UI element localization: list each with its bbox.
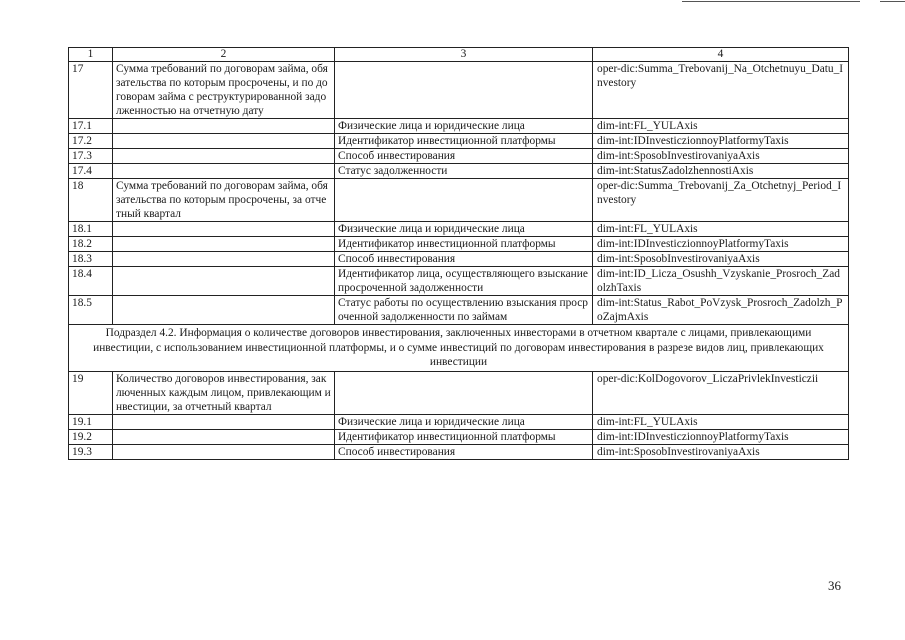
row-code: dim-int:StatusZadolzhennostiAxis — [593, 164, 849, 179]
table-row — [69, 222, 849, 237]
table-row — [69, 429, 849, 444]
row-code: dim-int:FL_YULAxis — [593, 119, 849, 134]
row-dimension — [335, 62, 593, 119]
row-indicator-name — [113, 134, 335, 149]
row-indicator-name — [113, 429, 335, 444]
row-code: dim-int:IDInvesticzionnoyPlatformyTaxis — [593, 134, 849, 149]
row-dimension: Идентификатор лица, осуществляющего взыскание просроченной задолженности — [335, 267, 593, 296]
row-dimension: Статус работы по осуществлению взыскания просроченной задолженности по займам — [335, 296, 593, 325]
table-body — [69, 48, 849, 460]
row-number: 18.3 — [69, 252, 113, 267]
section-row — [69, 325, 849, 372]
table-row — [69, 267, 849, 296]
row-indicator-name — [113, 149, 335, 164]
table-row — [69, 119, 849, 134]
row-code: dim-int:IDInvesticzionnoyPlatformyTaxis — [593, 429, 849, 444]
table-row — [69, 62, 849, 119]
row-indicator-name: Сумма требований по договорам займа, обязательства по которым просрочены, и по договорам займа с реструктурированной задолженностью на отчетную дату — [113, 62, 335, 119]
table-row — [69, 179, 849, 222]
row-dimension: Физические лица и юридические лица — [335, 222, 593, 237]
header-col-1: 1 — [69, 48, 113, 62]
row-code: dim-int:ID_Licza_Osushh_Vzyskanie_Prosroch_ZadolzhTaxis — [593, 267, 849, 296]
row-number: 19.2 — [69, 429, 113, 444]
table-row — [69, 149, 849, 164]
row-dimension: Способ инвестирования — [335, 252, 593, 267]
row-number: 19.3 — [69, 444, 113, 459]
page-number: 36 — [828, 578, 841, 593]
row-dimension: Физические лица и юридические лица — [335, 119, 593, 134]
row-code: oper-dic:Summa_Trebovanij_Na_Otchetnuyu_Datu_Investory — [593, 62, 849, 119]
row-code: dim-int:SposobInvestirovaniyaAxis — [593, 252, 849, 267]
row-dimension: Идентификатор инвестиционной платформы — [335, 134, 593, 149]
top-rule-right — [880, 1, 905, 2]
row-dimension — [335, 371, 593, 414]
table-row — [69, 237, 849, 252]
row-code: dim-int:FL_YULAxis — [593, 222, 849, 237]
header-row — [69, 48, 849, 62]
row-dimension — [335, 179, 593, 222]
row-number: 18.4 — [69, 267, 113, 296]
row-number: 17 — [69, 62, 113, 119]
row-code: dim-int:FL_YULAxis — [593, 414, 849, 429]
row-dimension: Статус задолженности — [335, 164, 593, 179]
row-code: oper-dic:KolDogovorov_LiczaPrivlekInvesticzii — [593, 371, 849, 414]
header-col-4: 4 — [593, 48, 849, 62]
row-indicator-name — [113, 267, 335, 296]
row-number: 18.2 — [69, 237, 113, 252]
row-dimension: Идентификатор инвестиционной платформы — [335, 429, 593, 444]
row-number: 17.3 — [69, 149, 113, 164]
header-col-3: 3 — [335, 48, 593, 62]
row-indicator-name: Сумма требований по договорам займа, обязательства по которым просрочены, за отчетный квартал — [113, 179, 335, 222]
table-row — [69, 371, 849, 414]
row-indicator-name — [113, 296, 335, 325]
row-dimension: Способ инвестирования — [335, 444, 593, 459]
section-title: Подраздел 4.2. Информация о количестве договоров инвестирования, заключенных инвесторами в отчетном квартале с лицами, привлекающими инвестиции, с использованием инвестиционной платформы, и о сумме инвестиций по договорам инвестирования в разрезе видов лиц, привлекающих инвестиции — [69, 325, 849, 372]
row-indicator-name — [113, 414, 335, 429]
row-code: oper-dic:Summa_Trebovanij_Za_Otchetnyj_Period_Investory — [593, 179, 849, 222]
row-code: dim-int:IDInvesticzionnoyPlatformyTaxis — [593, 237, 849, 252]
row-number: 19 — [69, 371, 113, 414]
row-indicator-name — [113, 222, 335, 237]
row-code: dim-int:SposobInvestirovaniyaAxis — [593, 149, 849, 164]
row-number: 17.1 — [69, 119, 113, 134]
top-rule-left — [682, 1, 860, 2]
row-indicator-name — [113, 119, 335, 134]
table-row — [69, 296, 849, 325]
row-number: 18.5 — [69, 296, 113, 325]
row-indicator-name — [113, 444, 335, 459]
table-row — [69, 414, 849, 429]
header-col-2: 2 — [113, 48, 335, 62]
row-code: dim-int:Status_Rabot_PoVzysk_Prosroch_Zadolzh_PoZajmAxis — [593, 296, 849, 325]
row-code: dim-int:SposobInvestirovaniyaAxis — [593, 444, 849, 459]
table-row — [69, 134, 849, 149]
row-number: 18 — [69, 179, 113, 222]
row-dimension: Способ инвестирования — [335, 149, 593, 164]
row-number: 17.2 — [69, 134, 113, 149]
row-indicator-name — [113, 237, 335, 252]
row-indicator-name — [113, 252, 335, 267]
row-dimension: Физические лица и юридические лица — [335, 414, 593, 429]
table-row — [69, 164, 849, 179]
table-row — [69, 444, 849, 459]
table-row — [69, 252, 849, 267]
row-indicator-name: Количество договоров инвестирования, заключенных каждым лицом, привлекающим инвестиции, за отчетный квартал — [113, 371, 335, 414]
row-number: 19.1 — [69, 414, 113, 429]
row-number: 17.4 — [69, 164, 113, 179]
row-indicator-name — [113, 164, 335, 179]
row-number: 18.1 — [69, 222, 113, 237]
row-dimension: Идентификатор инвестиционной платформы — [335, 237, 593, 252]
taxonomy-table — [68, 47, 849, 460]
